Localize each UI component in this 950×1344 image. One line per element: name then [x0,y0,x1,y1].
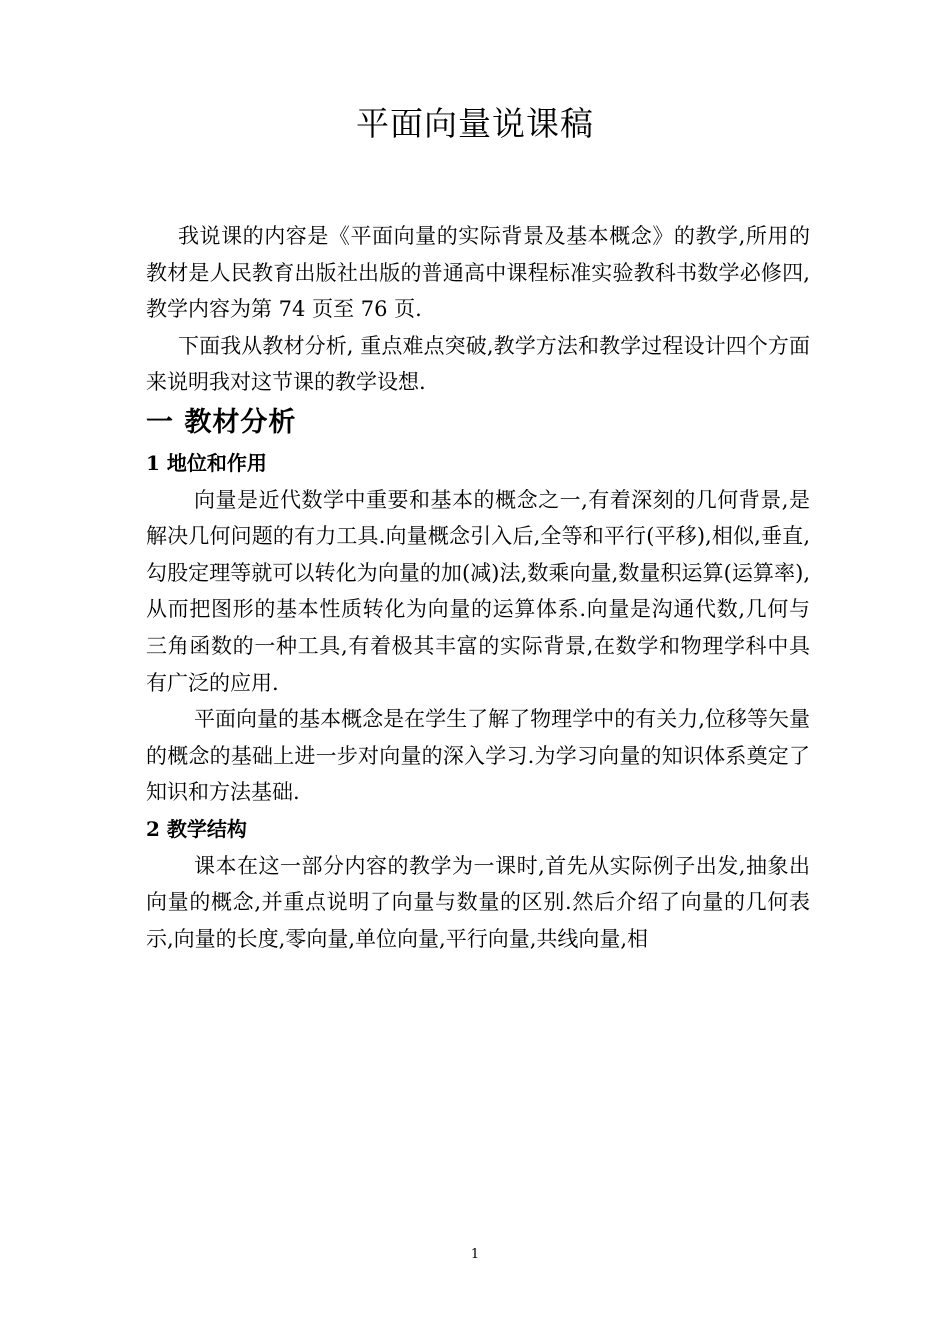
position-paragraph-1: 向量是近代数学中重要和基本的概念之一,有着深刻的几何背景,是解决几何问题的有力工具.向量概念引入后,全等和平行(平移),相似,垂直,勾股定理等就可以转化为向量的加(减)法,数乘向量,数量积运算(运算率),从而把图形的基本性质转化为向量的运算体系.向量是沟通代数,几何与三角函数的一种工具,有着极其丰富的实际背景,在数学和物理学科中具有广泛的应用. [146,487,810,695]
position-paragraph-2: 平面向量的基本概念是在学生了解了物理学中的有关力,位移等矢量的概念的基础上进一步对向量的深入学习.为学习向量的知识体系奠定了知识和方法基础. [146,707,810,805]
intro-paragraph-2: 下面我从教材分析, 重点难点突破,教学方法和教学过程设计四个方面来说明我对这节课的教学设想. [146,333,810,395]
document-title: 平面向量说课稿 [356,104,594,143]
subsection-heading-teaching-structure: 2 教学结构 [146,816,247,841]
subsection-heading-position-and-role: 1 地位和作用 [146,450,267,475]
document-body [146,218,810,957]
section-heading-textbook-analysis: 一 教材分析 [146,406,297,438]
intro-paragraph-1: 我说课的内容是《平面向量的实际背景及基本概念》的教学,所用的教材是人民教育出版社出版的普通高中课程标准实验教科书数学必修四,教学内容为第 74 页至 76 页. [146,224,810,322]
structure-paragraph-1: 课本在这一部分内容的教学为一课时,首先从实际例子出发,抽象出向量的概念,并重点说明了向量与数量的区别.然后介绍了向量的几何表示,向量的长度,零向量,单位向量,平行向量,共线向量,相 [146,853,810,951]
page-number: 1 [470,1247,480,1262]
